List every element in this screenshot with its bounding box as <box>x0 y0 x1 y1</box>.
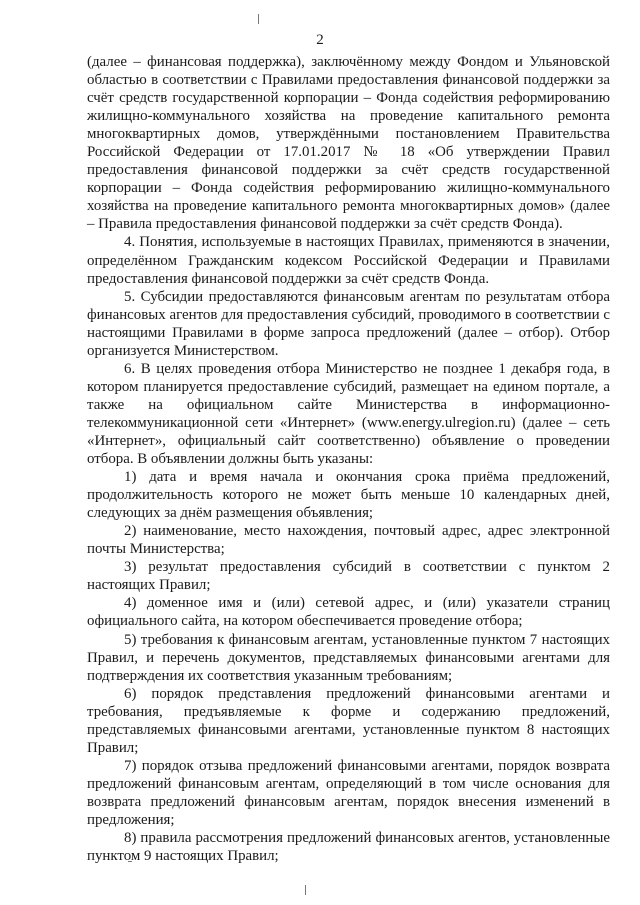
list-item-6: 6) порядок представления предложений финансовыми агентами и требования, предъявляемые к форме и содержанию предложений, представляемых финансовыми агентами, установленные пунктом 8 настоящих Правил; <box>87 685 610 756</box>
list-item-5: 5) требования к финансовым агентам, установленные пунктом 7 настоящих Правил, и перечень документов, представляемых финансовыми агентами для подтверждения их соответствия указанным требованиям; <box>87 631 610 684</box>
list-item-3: 3) результат предоставления субсидий в соответствии с пунктом 2 настоящих Правил; <box>87 559 610 594</box>
list-item-1: 1) дата и время начала и окончания срока приёма предложений, продолжительность которого не может быть меньше 10 календарных дней, следующих за днём размещения объявления; <box>87 469 610 522</box>
list-item-8: 8) правила рассмотрения предложений финансовых агентов, установленные пунктом 9 настоящих Правил; <box>87 830 610 865</box>
scan-mark-top <box>258 14 259 24</box>
paragraph-point-4: 4. Понятия, используемые в настоящих Правилах, применяются в значении, определённом Гражданским кодексом Российской Федерации и Правилами предоставления финансовой поддержки за счёт средств Фонда. <box>87 234 610 287</box>
list-item-2: 2) наименование, место нахождения, почтовый адрес, адрес электронной почты Министерства; <box>87 523 610 558</box>
paragraph-point-5: 5. Субсидии предоставляются финансовым агентам по результатам отбора финансовых агентов для предоставления субсидий, проводимого в соответствии с настоящими Правилами в форме запроса предложений (далее – отбор). Отбор организуется Министерством. <box>87 288 610 359</box>
paragraph-point-6: 6. В целях проведения отбора Министерство не позднее 1 декабря года, в котором планируется предоставление субсидий, размещает на едином портале, а также на официальном сайте Министерства в информационно-телекоммуникационной сети «Интернет» (www.energy.ulregion.ru) (далее – сеть «Интернет», официальный сайт соответственно) объявление о проведении отбора. В объявлении должны быть указаны: <box>87 360 610 468</box>
list-item-7: 7) порядок отзыва предложений финансовыми агентами, порядок возврата предложений финансовым агентам, определяющий в том числе основания для возврата предложений финансовым агентам, порядок внесения изменений в предложения; <box>87 757 610 828</box>
document-body <box>87 53 610 865</box>
list-item-4: 4) доменное имя и (или) сетевой адрес, и (или) указатели страниц официального сайта, на котором обеспечивается проведение отбора; <box>87 595 610 630</box>
paragraph-continuation: (далее – финансовая поддержка), заключённому между Фондом и Ульяновской областью в соответствии с Правилами предоставления финансовой поддержки за счёт средств государственной корпорации – Фонда содействия реформированию жилищно-коммунального хозяйства на проведение капитального ремонта многоквартирных домов, утверждёнными постановлением Правительства Российской Федерации от 17.01.2017 № 18 «Об утверждении Правил предоставления финансовой поддержки за счёт средств государственной корпорации – Фонда содействия реформированию жилищно-коммунального хозяйства на проведение капитального ремонта многоквартирных домов» (далее – Правила предоставления финансовой поддержки за счёт средств Фонда). <box>87 54 610 233</box>
scan-mark-bottom <box>305 885 306 895</box>
page-number: 2 <box>316 32 324 48</box>
